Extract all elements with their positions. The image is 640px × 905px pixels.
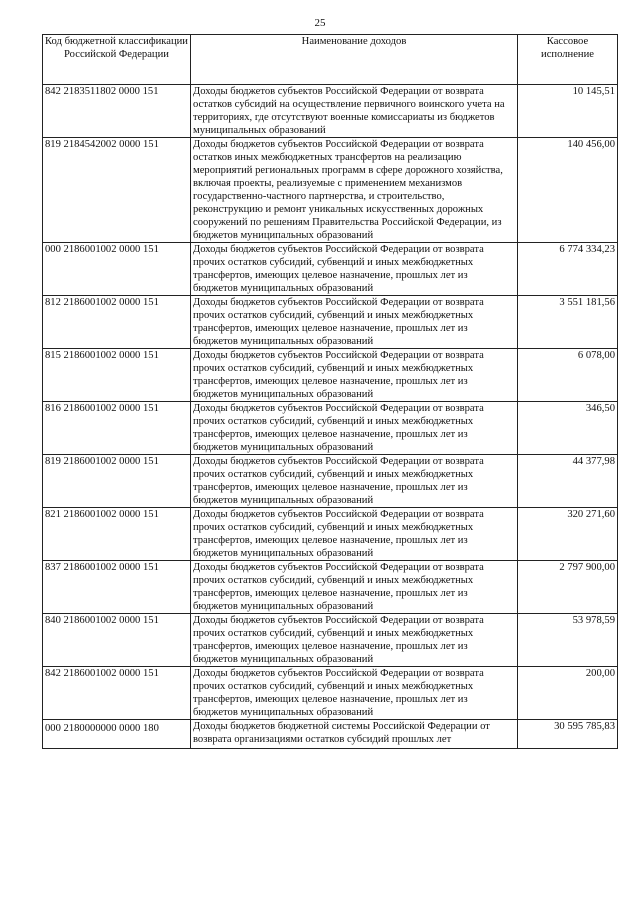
row-code: 819 2186001002 0000 151 [43,455,191,508]
row-code: 842 2183511802 0000 151 [43,85,191,138]
table-row [43,349,618,402]
row-code: 842 2186001002 0000 151 [43,667,191,720]
row-code: 816 2186001002 0000 151 [43,402,191,455]
row-name: Доходы бюджетов субъектов Российской Федерации от возврата прочих остатков субсидий, субвенций и иных межбюджетных трансфертов, имеющих целевое назначение, прошлых лет из бюджетов муниципальных образований [191,296,518,349]
table-header-row [43,35,618,85]
header-code: Код бюджетной классификации Российской Федерации [43,35,191,85]
row-name: Доходы бюджетов субъектов Российской Федерации от возврата прочих остатков субсидий, субвенций и иных межбюджетных трансфертов, имеющих целевое назначение, прошлых лет из бюджетов муниципальных образований [191,667,518,720]
row-code: 821 2186001002 0000 151 [43,508,191,561]
row-name: Доходы бюджетов субъектов Российской Федерации от возврата остатков иных межбюджетных трансфертов на реализацию мероприятий региональных программ в сфере дорожного хозяйства, включая проекты, реализуемые с применением механизмов государственно-частного партнерства, и строительство, реконструкцию и ремонт уникальных искусственных дорожных сооружений по решениям Правительства Российской Федерации, из бюджетов муниципальных образований [191,138,518,243]
row-amount: 140 456,00 [518,138,618,243]
table-row [43,667,618,720]
table-row [43,720,618,749]
table-row [43,243,618,296]
row-code: 812 2186001002 0000 151 [43,296,191,349]
row-name: Доходы бюджетов субъектов Российской Федерации от возврата прочих остатков субсидий, субвенций и иных межбюджетных трансфертов, имеющих целевое назначение, прошлых лет из бюджетов муниципальных образований [191,614,518,667]
row-name: Доходы бюджетов субъектов Российской Федерации от возврата прочих остатков субсидий, субвенций и иных межбюджетных трансфертов, имеющих целевое назначение, прошлых лет из бюджетов муниципальных образований [191,455,518,508]
table-row [43,85,618,138]
row-amount: 10 145,51 [518,85,618,138]
table-row [43,455,618,508]
row-amount: 44 377,98 [518,455,618,508]
row-name: Доходы бюджетов субъектов Российской Федерации от возврата остатков субсидий на осуществление первичного воинского учета на территориях, где отсутствуют военные комиссариаты из бюджетов муниципальных образований [191,85,518,138]
row-amount: 6 078,00 [518,349,618,402]
row-amount: 30 595 785,83 [518,720,618,749]
row-name: Доходы бюджетов субъектов Российской Федерации от возврата прочих остатков субсидий, субвенций и иных межбюджетных трансфертов, имеющих целевое назначение, прошлых лет из бюджетов муниципальных образований [191,402,518,455]
table-row [43,561,618,614]
row-code: 000 2180000000 0000 180 [43,720,191,749]
table-row [43,508,618,561]
row-amount: 200,00 [518,667,618,720]
row-code: 837 2186001002 0000 151 [43,561,191,614]
row-amount: 3 551 181,56 [518,296,618,349]
page-number: 25 [314,17,326,29]
row-code: 000 2186001002 0000 151 [43,243,191,296]
row-amount: 53 978,59 [518,614,618,667]
header-name: Наименование доходов [191,35,518,85]
row-amount: 320 271,60 [518,508,618,561]
row-name: Доходы бюджетов субъектов Российской Федерации от возврата прочих остатков субсидий, субвенций и иных межбюджетных трансфертов, имеющих целевое назначение, прошлых лет из бюджетов муниципальных образований [191,243,518,296]
row-amount: 2 797 900,00 [518,561,618,614]
row-name: Доходы бюджетов бюджетной системы Российской Федерации от возврата организациями остатков субсидий прошлых лет [191,720,518,749]
table-row [43,402,618,455]
header-amount: Кассовое исполнение [518,35,618,85]
row-code: 819 2184542002 0000 151 [43,138,191,243]
row-code: 840 2186001002 0000 151 [43,614,191,667]
row-amount: 346,50 [518,402,618,455]
table-row [43,138,618,243]
revenue-table [42,34,618,749]
table-row [43,614,618,667]
table-row [43,296,618,349]
row-amount: 6 774 334,23 [518,243,618,296]
row-code: 815 2186001002 0000 151 [43,349,191,402]
row-name: Доходы бюджетов субъектов Российской Федерации от возврата прочих остатков субсидий, субвенций и иных межбюджетных трансфертов, имеющих целевое назначение, прошлых лет из бюджетов муниципальных образований [191,349,518,402]
row-name: Доходы бюджетов субъектов Российской Федерации от возврата прочих остатков субсидий, субвенций и иных межбюджетных трансфертов, имеющих целевое назначение, прошлых лет из бюджетов муниципальных образований [191,561,518,614]
row-name: Доходы бюджетов субъектов Российской Федерации от возврата прочих остатков субсидий, субвенций и иных межбюджетных трансфертов, имеющих целевое назначение, прошлых лет из бюджетов муниципальных образований [191,508,518,561]
